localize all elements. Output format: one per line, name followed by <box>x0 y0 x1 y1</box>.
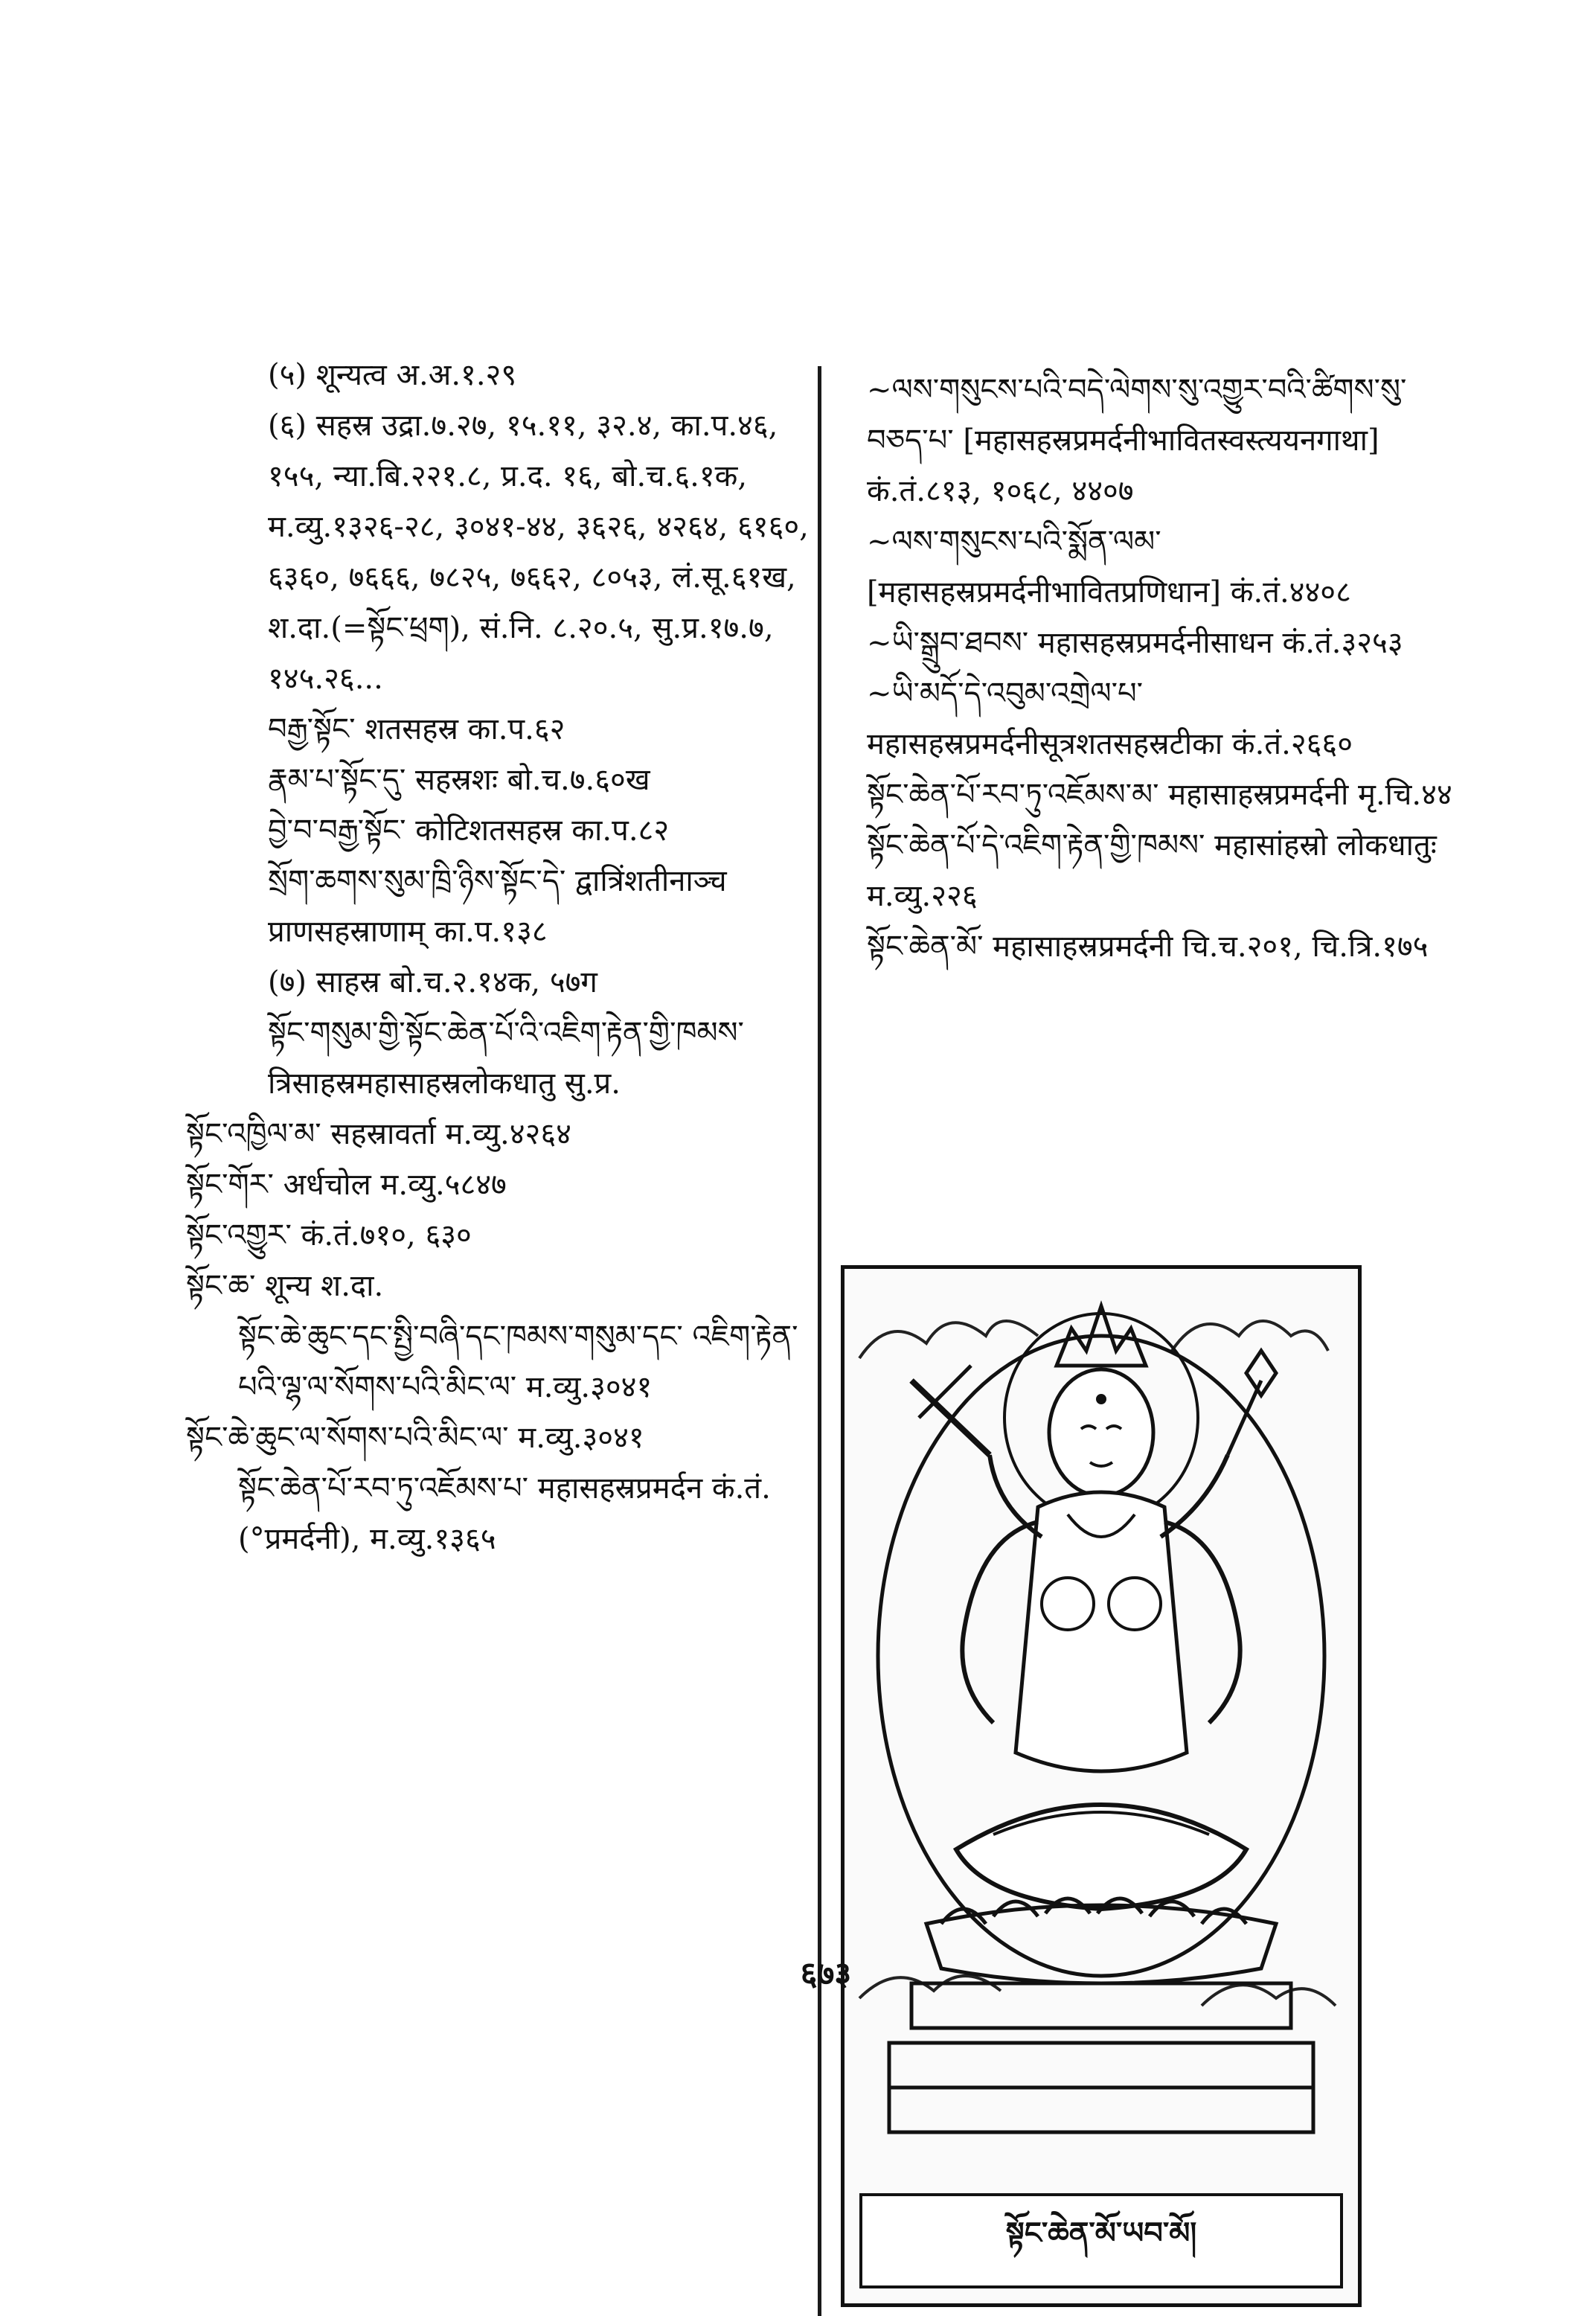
entry-sutra-tika: ~ཡི་མདོ་དེ་འབུམ་འགྲེལ་པ་ महासहस्रप्रमर्दनीसूत्रशतसहस्रटीका कं.तं.२६६० <box>867 676 1353 761</box>
entry-lokadhatu: སྟོང་ཆེན་པོ་དེ་འཇིག་རྟེན་གྱི་ཁམས་ महासांहस्रो लोकधातुः म.व्यु.२२६ <box>867 828 1437 913</box>
entry-sadhana: ~ཡི་སྒྲུབ་ཐབས་ महासहस्रप्रमर्दनीसाधन कं.तं.३२५३ <box>867 626 1403 660</box>
entry-sahasrashah: རྣམ་པ་སྟོང་དུ་ सहस्रशः बो.च.७.६०ख <box>268 763 650 797</box>
figure-caption: སྟོང་ཆེན་མོ་ཡབ་མོ། <box>859 2193 1343 2288</box>
entry-dvatrimshati: སྲོག་ཆགས་སུམ་ཁྲི་ཉིས་སྟོང་དེ་ द्वात्रिंशतीनाञ्च प्राणसहस्राणाम् का.प.१३८ <box>268 864 727 949</box>
entry-kotishatasahasra: བྱེ་བ་བརྒྱ་སྟོང་ कोटिशतसहस्र का.प.८२ <box>268 813 670 848</box>
left-column <box>186 350 833 1564</box>
entry-pranidhana: ~ལས་གསུངས་པའི་སྨོན་ལམ་ [महासहस्रप्रमर्दनीभावितप्रणिधान] कं.तं.४४०८ <box>867 525 1351 610</box>
entry-shunya: སྟོང་ཆ་ शून्य श.दा. <box>186 1269 384 1303</box>
entry-shatasahasra: བརྒྱ་སྟོང་ शतसहस्र का.प.६२ <box>268 712 565 746</box>
deity-drawing <box>845 1269 1358 2303</box>
deity-illustration <box>841 1265 1362 2307</box>
entry-stong-che-chung-long: སྟོང་ཆེ་ཆུང་དང་སྤྱི་བཞི་དང་ཁམས་གསུམ་དང་ འཇིག་རྟེན་པའི་ལྷ་ལ་སོགས་པའི་མིང་ལ་ म.व्यु.३०४१ <box>238 1319 798 1404</box>
entry-mahasahasrapramardana: སྟོང་ཆེན་པོ་རབ་ཏུ་འཇོམས་པ་ महासहस्रप्रमर्दन कं.तं.(°प्रमर्दनी), म.व्यु.१३६५ <box>238 1471 771 1556</box>
entry-stong-gyur: སྟོང་འགྱུར་ कं.तं.७१०, ६३० <box>186 1218 472 1253</box>
entry-stong-chen-mo: སྟོང་ཆེན་མོ་ महासाहस्रप्रमर्दनी चि.च.२०१, चि.त्रि.१७५ <box>867 930 1429 964</box>
entry-trisahasra: སྟོང་གསུམ་གྱི་སྟོང་ཆེན་པོ་འི་འཇིག་རྟེན་གྱི་ཁམས་ त्रिसाहस्रमहासाहस्रलोकधातु सु.प्र. <box>268 1016 744 1101</box>
entry-sahasra-7: (७) साहस्र बो.च.२.१४क, ५७ग <box>268 965 597 999</box>
entry-stong-che-chung: སྟོང་ཆེ་ཆུང་ལ་སོགས་པའི་མིང་ལ་ म.व्यु.३०४१ <box>186 1421 644 1455</box>
entry-svastyayana-gatha: ~ལས་གསུངས་པའི་བདེ་ལེགས་སུ་འགྱུར་བའི་ཚིགས་སུ་བཅད་པ་ [महासहस्रप्रमर्दनीभावितस्वस्त्ययनगाथा] कं.तं.८१३, १०६८, ४४०७ <box>867 373 1407 508</box>
entry-ardhachola: སྟོང་གོར་ अर्धचोल म.व्यु.५८४७ <box>186 1168 507 1202</box>
entry-sahasravarta: སྟོང་འཁྱིལ་མ་ सहस्रावर्ता म.व्यु.४२६४ <box>186 1117 571 1151</box>
entry-sahasra: (६) सहस्र उद्रा.७.२७, १५.११, ३२.४, का.प.४६, १५५, न्या.बि.२२१.८, प्र.द. १६, बो.च.६.१क, म.व्यु.१३२६-२८, ३०४१-४४, ३६२६, ४२६४, ६१६०, ६३६०, ७६६६, ७८२५, ७६६२, ८०५३, लं.सू.६१ख, श.दा.(=སྟོང་ཕྲག), सं.नि. ८.२०.५, सु.प्र.१७.७, १४५.२६... <box>268 409 809 696</box>
entry-mahasahasrapramardani: སྟོང་ཆེན་པོ་རབ་ཏུ་འཇོམས་མ་ महासाहस्रप्रमर्दनी मृ.चि.४४ <box>867 778 1452 812</box>
column-divider <box>818 366 821 2316</box>
right-column <box>867 365 1455 972</box>
entry-shunyatva: (५) शून्यत्व अ.अ.१.२९ <box>268 358 517 392</box>
page-number: ६७३ <box>800 1955 852 1993</box>
